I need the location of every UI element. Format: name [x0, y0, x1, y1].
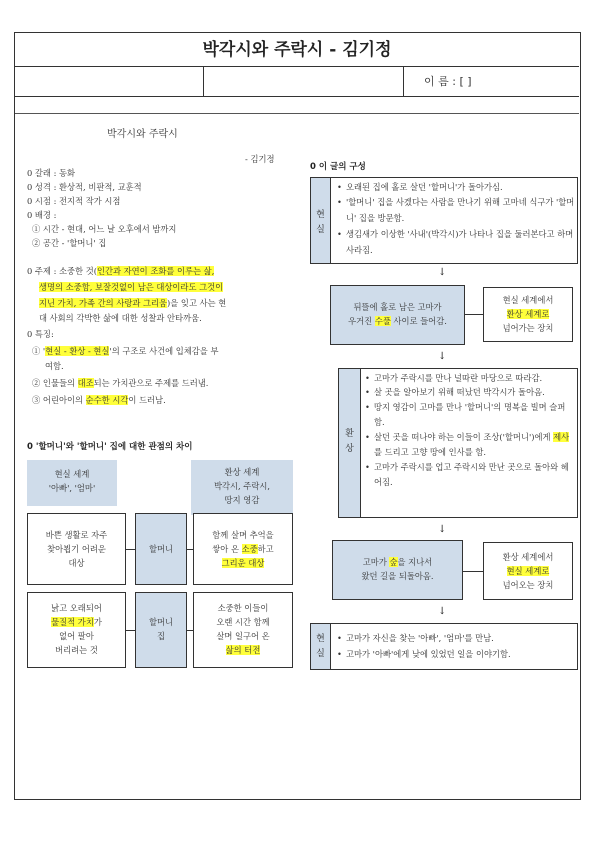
- features: 0 특징:: [27, 329, 54, 339]
- fantasy-world-box: 환상 세계 박각시, 주락시, 땅지 영감: [191, 460, 293, 515]
- reality-view-grandma: 바쁜 생활로 자주 찾아뵙기 어려운 대상: [27, 513, 126, 585]
- theme-line-4: 대 사회의 각박한 삶에 대한 성찰과 안타까움.: [39, 313, 202, 323]
- connector: [126, 630, 135, 631]
- list-item: • 고마가 주락시를 업고 주락시와 만난 곳으로 돌아와 헤어짐.: [365, 460, 575, 490]
- fantasy-view-grandma: 함께 살며 추억을 쌓아 온 소중하고 그리운 대상: [193, 513, 293, 585]
- perspective-heading: 0 '할머니'와 '할머니' 집에 대한 관점의 차이: [27, 442, 193, 452]
- reality-world-box: 현실 세계 '아빠', '엄마': [27, 460, 117, 506]
- work-title: 박각시와 주락시: [107, 129, 178, 140]
- list-item: • 살던 곳을 떠나야 하는 이들이 조상('할머니')에게 제사를 드리고 고향 땅에 인사를 함.: [365, 430, 575, 460]
- info-row: [15, 67, 579, 97]
- connector: [126, 549, 135, 550]
- info-cell-blank-2: [204, 67, 404, 96]
- down-arrow-icon: ↓: [438, 267, 447, 278]
- feature-3: ③ 어린아이의 순수한 시각이 드러남.: [32, 395, 166, 405]
- setting-time: ① 시간 - 현대, 어느 날 오후에서 밤까지: [32, 224, 177, 234]
- reality-stage-2: [310, 623, 578, 670]
- reality-view-house: 낡고 오래되어 물질적 가치가 없어 팔아 버리려는 것: [27, 592, 126, 668]
- transition-device-2: 환상 세계에서 현실 세계로 넘어오는 장치: [483, 542, 573, 600]
- divider: [15, 113, 579, 114]
- connector: [465, 314, 483, 315]
- stage-items: [337, 630, 575, 662]
- setting: 0 배경 :: [27, 210, 57, 220]
- list-item: • 오래된 집에 홀로 살던 '할머니'가 돌아가심.: [337, 181, 575, 194]
- list-item: • 생김새가 이상한 '사내'(박각시)가 나타나 집을 둘러본다고 하며 사라짐.: [337, 226, 575, 258]
- point-of-view: 0 시점 : 전지적 작가 시점: [27, 196, 121, 206]
- page-title: 박각시와 주락시 - 김기정: [15, 33, 579, 67]
- stage-items: [337, 181, 575, 258]
- transition-to-fantasy: 뒤뜰에 홀로 남은 고마가 우거진 수풀 사이로 들어감.: [330, 285, 465, 345]
- list-item: • 고마가 자신을 찾는 '아빠', '엄마'를 만남.: [337, 630, 575, 646]
- author: - 김기정: [245, 154, 275, 164]
- stage-label: 환 상: [339, 369, 361, 517]
- genre: 0 갈래 : 동화: [27, 168, 76, 178]
- feature-1: ① '현실 - 환상 - 현실'의 구조로 사건에 입체감을 부: [32, 346, 219, 356]
- down-arrow-icon: ↓: [438, 524, 447, 535]
- info-cell-blank-1: [15, 67, 204, 96]
- structure-heading: 0 이 글의 구성: [310, 162, 366, 172]
- grandma-house-label: 할머니 집: [135, 592, 187, 668]
- theme-line-2: 생명의 소중함, 보잘것없이 남은 대상이라도 그것이: [39, 282, 224, 292]
- reality-stage-1: [310, 177, 578, 264]
- stage-label: 현 실: [311, 178, 331, 263]
- feature-2: ② 인물들의 대조되는 가치관으로 주제를 드러냄.: [32, 378, 209, 388]
- name-field[interactable]: 이 름 : [ ]: [424, 75, 472, 88]
- list-item: • 땅지 영감이 고마를 만나 '할머니'의 명복을 빌며 슬퍼함.: [365, 400, 575, 430]
- fantasy-view-house: 소중한 이들이 오랜 시간 함께 살며 일구어 온 삶의 터전: [193, 592, 293, 668]
- down-arrow-icon: ↓: [438, 351, 447, 362]
- setting-place: ② 공간 - '할머니' 집: [32, 238, 107, 248]
- list-item: • 고마가 주락시를 만나 널따란 마당으로 따라감.: [365, 372, 575, 385]
- list-item: • 고마가 '아빠'에게 낮에 있었던 일을 이야기함.: [337, 646, 575, 662]
- theme-line-3: 지닌 가치, 가족 간의 사랑과 그리움)을 잊고 사는 현: [39, 298, 227, 308]
- down-arrow-icon: ↓: [438, 606, 447, 617]
- transition-to-reality: 고마가 숲을 지나서 왔던 길을 되돌아옴.: [332, 540, 463, 600]
- list-item: • '할머니' 집을 사겠다는 사람을 만나기 위해 고마네 식구가 '할머니' 집을 방문함.: [337, 194, 575, 226]
- grandma-label: 할머니: [135, 513, 187, 585]
- transition-device-1: 현실 세계에서 환상 세계로 넘어가는 장치: [483, 287, 573, 342]
- stage-label: 현 실: [311, 624, 331, 669]
- stage-items: [365, 372, 575, 490]
- theme-line-1: 0 주제 : 소중한 것(인간과 자연이 조화를 이루는 삶,: [27, 266, 215, 276]
- traits: 0 성격 : 환상적, 비판적, 교훈적: [27, 182, 142, 192]
- connector: [463, 571, 483, 572]
- feature-1-cont: 여함.: [45, 361, 64, 371]
- fantasy-stage: [338, 368, 578, 518]
- list-item: • 살 곳을 알아보기 위해 떠났던 박각시가 돌아옴.: [365, 385, 575, 400]
